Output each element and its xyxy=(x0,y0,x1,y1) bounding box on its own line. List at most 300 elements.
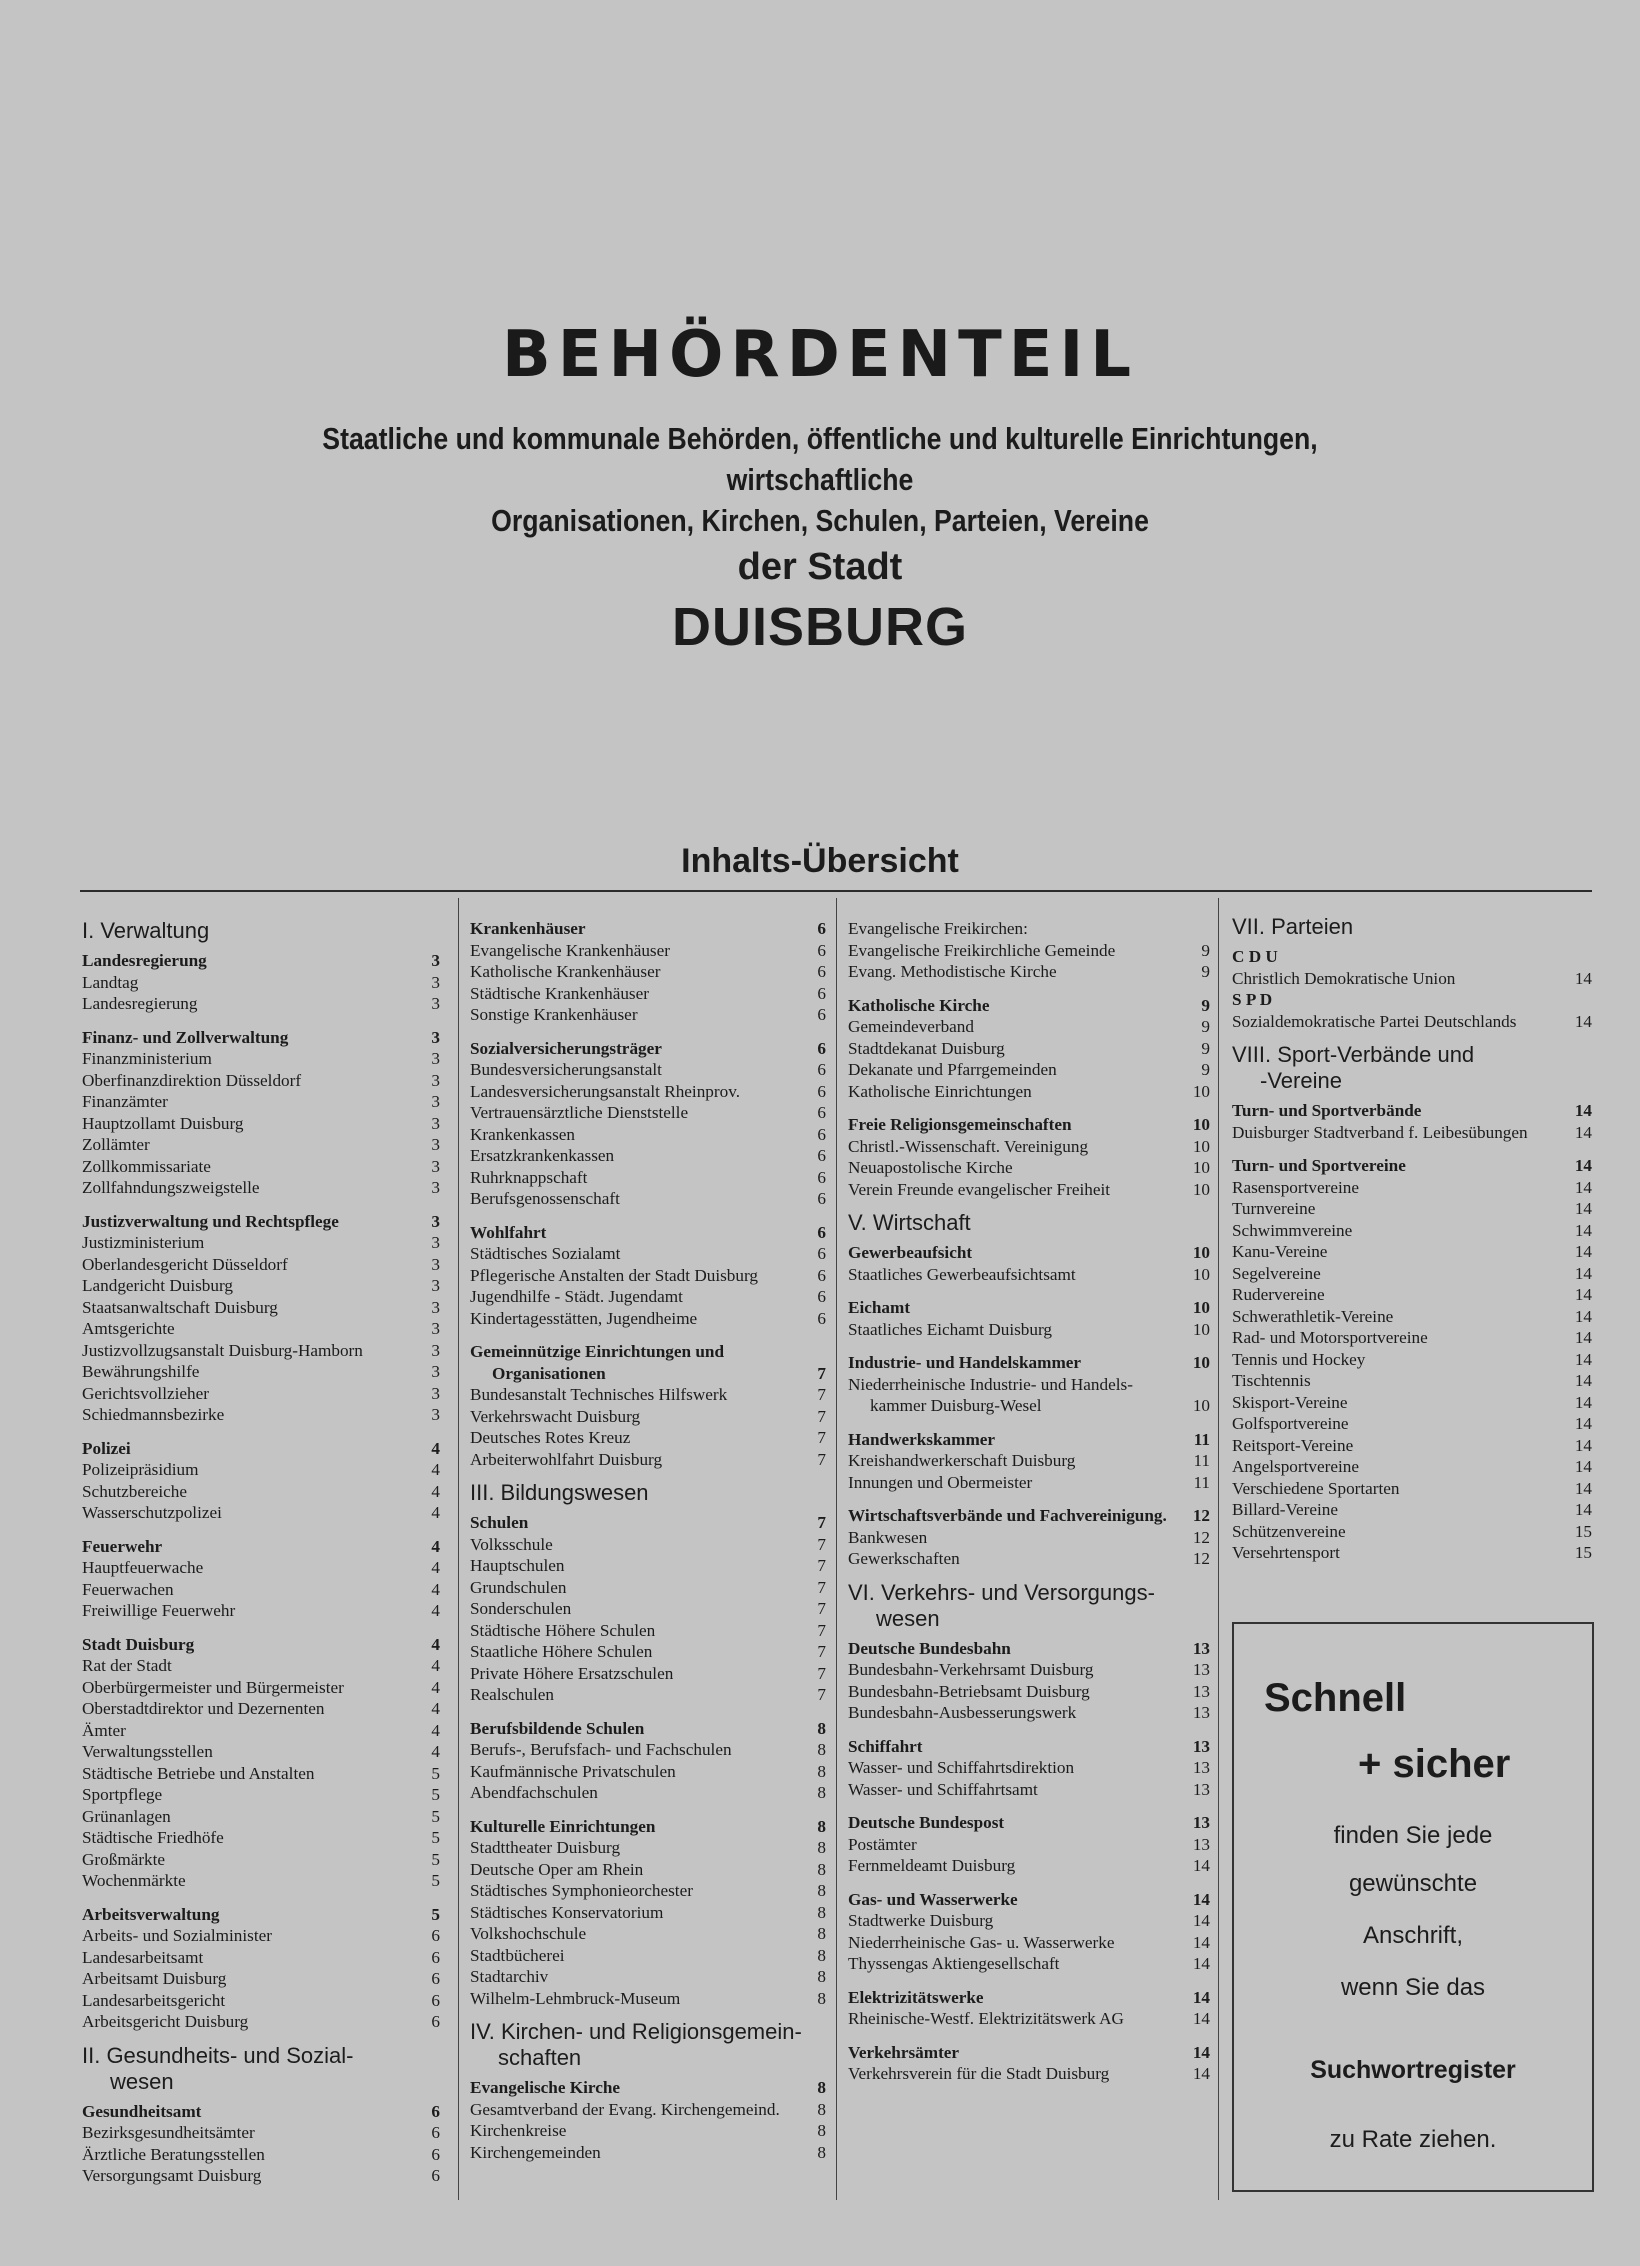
toc-page-number: 6 xyxy=(431,2123,440,2142)
ad-text: gewünschte xyxy=(1348,1870,1478,1897)
toc-page-number xyxy=(804,1341,826,1363)
toc-page-number: 4 xyxy=(431,1579,440,1599)
toc-entry-label: Feuerwachen xyxy=(82,1579,174,1599)
toc-group-heading xyxy=(1232,946,1592,968)
toc-page-number: 14 xyxy=(1574,1199,1592,1218)
toc-page-number: 3 xyxy=(431,1070,440,1090)
spacer xyxy=(82,1524,440,1536)
toc-entry xyxy=(1232,1327,1592,1349)
toc-page-number: 4 xyxy=(431,1656,440,1675)
toc-entry-label: Arbeiterwohlfahrt Duisburg xyxy=(470,1449,663,1469)
toc-page-number: 7 xyxy=(817,1663,826,1683)
toc-entry xyxy=(82,1297,440,1319)
toc-group-heading xyxy=(848,1114,1210,1136)
toc-group-heading xyxy=(82,1438,440,1460)
spacer xyxy=(848,1340,1210,1352)
toc-entry xyxy=(470,1265,826,1287)
toc-page-number: 14 xyxy=(1574,1500,1592,1519)
toc-entry-label: Sportpflege xyxy=(82,1785,163,1804)
toc-entry-label: Kirchengemeinden xyxy=(470,2142,601,2162)
toc-page-number: 3 xyxy=(431,1319,440,1338)
toc-entry xyxy=(848,1834,1210,1856)
toc-page-number: 14 xyxy=(1192,2042,1210,2062)
section-heading: VIII. Sport-Verbände und xyxy=(1232,1042,1475,1067)
toc-entry-label: Realschulen xyxy=(470,1685,554,1704)
toc-page-number: 8 xyxy=(817,1945,826,1965)
toc-page-number: 3 xyxy=(431,1156,440,1176)
toc-page-number: 13 xyxy=(1192,1834,1210,1854)
toc-entry-label: Rudervereine xyxy=(1232,1285,1325,1304)
toc-entry xyxy=(82,1827,440,1849)
toc-page-number: 13 xyxy=(1192,1813,1210,1832)
toc-entry-label: Ärztliche Beratungsstellen xyxy=(82,2144,265,2164)
toc-entry xyxy=(82,1698,440,1720)
toc-page-number: 14 xyxy=(1574,1011,1592,1031)
toc-entry xyxy=(82,1870,440,1892)
toc-entry xyxy=(1232,1456,1592,1478)
toc-entry xyxy=(470,1449,826,1471)
toc-entry-label: Kindertagesstätten, Jugendheime xyxy=(470,1308,698,1328)
spacer xyxy=(82,1622,440,1634)
toc-page-number: 9 xyxy=(1201,1038,1210,1058)
toc-page-number: 4 xyxy=(431,1438,440,1458)
section-heading: VI. Verkehrs- und Versorgungs- xyxy=(848,1579,1155,1605)
toc-group-heading xyxy=(470,1038,826,1060)
toc-entry-label: Sonderschulen xyxy=(470,1599,572,1618)
toc-entry-label: C D U xyxy=(1232,947,1278,966)
toc-entry-label: Katholische Krankenhäuser xyxy=(470,962,661,981)
toc-entry xyxy=(470,1859,826,1881)
toc-entry-label: Fernmeldeamt Duisburg xyxy=(848,1856,1016,1875)
toc-entry-label: Berufsgenossenschaft xyxy=(470,1189,620,1208)
toc-entry-label: Wochenmärkte xyxy=(82,1871,186,1890)
toc-entry-label: Eichamt xyxy=(848,1298,911,1317)
toc-entry-label: Krankenkassen xyxy=(470,1124,575,1144)
toc-entry xyxy=(1232,1011,1592,1033)
toc-entry xyxy=(82,1557,440,1579)
toc-entry-label: Handwerkskammer xyxy=(848,1429,996,1449)
toc-entry-label: Deutsche Bundespost xyxy=(848,1813,1005,1832)
toc-page-number: 6 xyxy=(817,983,826,1003)
toc-page-number: 3 xyxy=(431,1135,440,1154)
toc-entry-label: Rad- und Motorsportvereine xyxy=(1232,1328,1428,1347)
toc-entry-label: Stadtwerke Duisburg xyxy=(848,1911,994,1930)
toc-page-number: 6 xyxy=(431,1969,440,1988)
toc-entry-label: Bundesversicherungsanstalt xyxy=(470,1060,662,1079)
toc-entry-label: Versehrtensport xyxy=(1232,1543,1340,1562)
toc-entry-label: Verschiedene Sportarten xyxy=(1232,1478,1400,1498)
toc-page-number: 8 xyxy=(817,2078,826,2097)
toc-entry-label: Arbeitsamt Duisburg xyxy=(82,1969,227,1988)
spacer xyxy=(848,1102,1210,1114)
toc-entry-label: Gerichtsvollzieher xyxy=(82,1383,209,1403)
toc-entry xyxy=(470,1102,826,1124)
toc-page-number: 14 xyxy=(1574,1349,1592,1369)
toc-entry xyxy=(470,1167,826,1189)
toc-entry xyxy=(470,1286,826,1308)
toc-entry-label: Hauptzollamt Duisburg xyxy=(82,1113,244,1133)
toc-page-number: 6 xyxy=(817,1167,826,1187)
toc-page-number: 8 xyxy=(817,1859,826,1879)
toc-entry-label: Christl.-Wissenschaft. Vereinigung xyxy=(848,1136,1089,1156)
toc-entry xyxy=(470,1059,826,1081)
toc-entry-label: Kanu-Vereine xyxy=(1232,1242,1328,1261)
toc-entry xyxy=(1232,1521,1592,1543)
toc-entry-label: Bundesbahn-Verkehrsamt Duisburg xyxy=(848,1660,1094,1679)
ad-text: Anschrift, xyxy=(1362,1922,1464,1949)
toc-page-number: 6 xyxy=(431,2101,440,2121)
toc-entry xyxy=(848,1472,1210,1494)
toc-entry xyxy=(1232,1349,1592,1371)
spacer xyxy=(470,1804,826,1816)
toc-entry xyxy=(848,940,1210,962)
toc-entry xyxy=(848,1038,1210,1060)
toc-page-number: 9 xyxy=(1201,962,1210,981)
toc-entry-label: Grünanlagen xyxy=(82,1806,171,1826)
spacer xyxy=(848,1877,1210,1889)
toc-entry-label: Städtische Friedhöfe xyxy=(82,1828,224,1847)
toc-entry-label: Rheinische-Westf. Elektrizitätswerk AG xyxy=(848,2009,1124,2028)
spacer xyxy=(470,1210,826,1222)
toc-entry-label: Polizei xyxy=(82,1438,131,1458)
toc-page-number: 14 xyxy=(1574,1285,1592,1304)
toc-entry xyxy=(1232,1198,1592,1220)
toc-group-heading xyxy=(470,1816,826,1838)
toc-page-number: 14 xyxy=(1574,1414,1592,1433)
toc-entry-label: Tischtennis xyxy=(1232,1371,1311,1390)
toc-entry-label: Evangelische Krankenhäuser xyxy=(470,940,670,960)
toc-entry xyxy=(848,1953,1210,1975)
toc-entry-label: Bewährungshilfe xyxy=(82,1362,200,1381)
toc-entry xyxy=(1232,1392,1592,1414)
spacer xyxy=(848,1724,1210,1736)
toc-group-heading xyxy=(1232,1155,1592,1177)
toc-page-number: 14 xyxy=(1192,1856,1210,1875)
toc-page-number: 14 xyxy=(1192,2009,1210,2028)
toc-group-heading xyxy=(848,1297,1210,1319)
toc-entry-label: Stadtbücherei xyxy=(470,1945,565,1965)
toc-entry-label: Niederrheinische Gas- u. Wasserwerke xyxy=(848,1932,1115,1952)
toc-page-number: 9 xyxy=(1201,1017,1210,1036)
toc-entry xyxy=(470,1145,826,1167)
toc-group-heading xyxy=(848,2042,1210,2064)
toc-entry-label: Versorgungsamt Duisburg xyxy=(82,2166,262,2185)
toc-entry xyxy=(848,1681,1210,1703)
toc-page-number: 6 xyxy=(817,919,826,938)
toc-page-number: 6 xyxy=(431,1926,440,1945)
toc-entry-label: Evangelische Freikirchliche Gemeinde xyxy=(848,940,1116,960)
toc-page-number: 14 xyxy=(1574,1371,1592,1390)
toc-entry xyxy=(82,1404,440,1426)
toc-entry-label: Oberbürgermeister und Bürgermeister xyxy=(82,1677,344,1697)
toc-page-number: 5 xyxy=(431,1828,440,1847)
toc-entry xyxy=(82,1340,440,1362)
toc-entry-label: Wasser- und Schiffahrtsdirektion xyxy=(848,1758,1075,1777)
toc-entry xyxy=(82,1361,440,1383)
toc-page-number xyxy=(1570,989,1592,1011)
toc-entry-label: Wilhelm-Lehmbruck-Museum xyxy=(470,1988,681,2008)
spacer xyxy=(848,1285,1210,1297)
toc-entry xyxy=(82,1318,440,1340)
toc-page-number: 14 xyxy=(1574,1177,1592,1197)
toc-page-number: 14 xyxy=(1574,1220,1592,1240)
toc-entry-label: Innungen und Obermeister xyxy=(848,1472,1033,1492)
toc-entry-label: Kreishandwerkerschaft Duisburg xyxy=(848,1451,1076,1470)
toc-entry xyxy=(470,1308,826,1330)
toc-entry-label: Kaufmännische Privatschulen xyxy=(470,1761,676,1781)
toc-page-number: 6 xyxy=(817,1189,826,1208)
toc-page-number: 14 xyxy=(1574,1242,1592,1261)
toc-entry-label: Schwimmvereine xyxy=(1232,1220,1353,1240)
toc-page-number: 11 xyxy=(1193,1451,1210,1470)
toc-page-number: 12 xyxy=(1192,1506,1210,1525)
section-heading: II. Gesundheits- und Sozial- xyxy=(82,2042,354,2068)
toc-entry-label: Duisburger Stadtverband f. Leibesübungen xyxy=(1232,1122,1528,1142)
section-heading: IV. Kirchen- und Religionsgemein- xyxy=(470,2019,802,2044)
toc-entry-label: Stadtdekanat Duisburg xyxy=(848,1038,1005,1058)
toc-entry xyxy=(82,1383,440,1405)
toc-entry xyxy=(82,1232,440,1254)
ad-text: finden Sie jede xyxy=(1333,1822,1493,1849)
toc-page-number: 12 xyxy=(1192,1549,1210,1568)
toc-entry-label: Freie Religionsgemeinschaften xyxy=(848,1115,1072,1134)
toc-page-number: 7 xyxy=(817,1406,826,1426)
toc-title: Inhalts-Übersicht xyxy=(681,842,959,880)
toc-page-number: 14 xyxy=(1574,1457,1592,1476)
toc-page-number: 4 xyxy=(431,1601,440,1620)
toc-page-number: 10 xyxy=(1192,1158,1210,1177)
toc-entry xyxy=(470,1004,826,1026)
section-heading: schaften xyxy=(498,2045,582,2070)
toc-page-number xyxy=(1188,1374,1210,1396)
toc-entry-label: Städtisches Konservatorium xyxy=(470,1902,664,1922)
toc-group-heading xyxy=(82,1211,440,1233)
toc-entry xyxy=(470,1577,826,1599)
toc-page-number: 8 xyxy=(817,1881,826,1900)
toc-entry-label: Städtisches Symphonieorchester xyxy=(470,1881,693,1900)
section-heading: III. Bildungswesen xyxy=(470,1480,649,1505)
toc-page-number: 8 xyxy=(817,2121,826,2140)
toc-entry xyxy=(848,1081,1210,1103)
toc-entry-label: Arbeitsgericht Duisburg xyxy=(82,2012,249,2031)
toc-entry-label: Elektrizitätswerke xyxy=(848,1987,984,2007)
toc-page-number: 6 xyxy=(817,1265,826,1285)
toc-page-number: 3 xyxy=(431,1027,440,1047)
toc-page-number: 3 xyxy=(431,1340,440,1360)
toc-entry-label: Landtag xyxy=(82,972,139,992)
toc-entry xyxy=(470,1782,826,1804)
toc-page-number: 14 xyxy=(1192,1932,1210,1952)
toc-entry-label: Billard-Vereine xyxy=(1232,1500,1338,1519)
toc-entry-label: Verkehrsämter xyxy=(848,2042,960,2062)
toc-group-heading xyxy=(848,1242,1210,1264)
toc-entry xyxy=(82,1048,440,1070)
toc-group-heading xyxy=(848,1505,1210,1527)
toc-entry-label: Städtische Höhere Schulen xyxy=(470,1620,656,1640)
toc-entry-label: Ämter xyxy=(82,1720,126,1740)
toc-entry-label: Jugendhilfe - Städt. Jugendamt xyxy=(470,1287,683,1306)
toc-entry xyxy=(1232,1177,1592,1199)
toc-page-number: 14 xyxy=(1574,1101,1592,1120)
toc-entry xyxy=(1232,1122,1592,1144)
toc-entry xyxy=(1232,1241,1592,1263)
spacer xyxy=(470,1706,826,1718)
toc-entry-label: Zollkommissariate xyxy=(82,1156,211,1176)
toc-page-number: 6 xyxy=(817,962,826,981)
toc-entry xyxy=(470,1837,826,1859)
toc-entry xyxy=(470,2142,826,2164)
toc-group-heading xyxy=(848,1429,1210,1451)
toc-group-heading xyxy=(848,995,1210,1017)
toc-entry-label: Oberfinanzdirektion Düsseldorf xyxy=(82,1070,302,1090)
toc-page-number: 8 xyxy=(817,1988,826,2008)
toc-entry-label: Abendfachschulen xyxy=(470,1783,598,1802)
toc-page-number: 3 xyxy=(431,1297,440,1317)
toc-entry-label: Finanzämter xyxy=(82,1092,168,1111)
toc-entry-label: Schulen xyxy=(470,1513,529,1532)
toc-entry-label: Segelvereine xyxy=(1232,1263,1321,1283)
toc-group-heading xyxy=(848,1352,1210,1374)
toc-column-2 xyxy=(470,918,826,2163)
toc-entry-label: Verkehrsverein für die Stadt Duisburg xyxy=(848,2064,1110,2083)
toc-entry-label: Wasserschutzpolizei xyxy=(82,1503,222,1522)
section-heading: -Vereine xyxy=(1260,1068,1342,1093)
toc-entry xyxy=(82,1806,440,1828)
toc-entry-label: Wirtschaftsverbände und Fachvereinigung. xyxy=(848,1506,1167,1525)
toc-entry xyxy=(470,1188,826,1210)
toc-entry xyxy=(82,1655,440,1677)
toc-page-number: 14 xyxy=(1574,1306,1592,1326)
toc-entry-label: Arbeits- und Sozialminister xyxy=(82,1926,272,1945)
toc-page-number: 5 xyxy=(431,1849,440,1869)
section-heading: I. Verwaltung xyxy=(82,918,210,943)
toc-entry xyxy=(470,2099,826,2121)
toc-entry-label: Private Höhere Ersatzschulen xyxy=(470,1663,674,1683)
toc-entry xyxy=(848,2008,1210,2030)
toc-entry xyxy=(470,1739,826,1761)
toc-page-number: 13 xyxy=(1192,1638,1210,1658)
toc-page-number: 9 xyxy=(1201,1060,1210,1079)
toc-entry xyxy=(848,918,1210,940)
toc-page-number: 5 xyxy=(431,1871,440,1890)
toc-page-number: 8 xyxy=(817,1718,826,1738)
toc-entry-label: Zollämter xyxy=(82,1135,150,1154)
toc-entry xyxy=(82,1784,440,1806)
toc-group-heading xyxy=(1232,989,1592,1011)
ad-headline-2: + sicher xyxy=(1358,1742,1511,1786)
toc-entry xyxy=(82,1579,440,1601)
toc-group-heading xyxy=(470,1363,826,1385)
toc-entry xyxy=(1232,1478,1592,1500)
toc-entry-label: Berufsbildende Schulen xyxy=(470,1718,645,1738)
toc-entry xyxy=(848,1779,1210,1801)
toc-entry-label: Landesarbeitsgericht xyxy=(82,1990,226,2010)
toc-entry-label: Kulturelle Einrichtungen xyxy=(470,1816,656,1836)
toc-page-number: 6 xyxy=(431,2144,440,2164)
spacer xyxy=(848,1493,1210,1505)
toc-entry xyxy=(470,1243,826,1265)
toc-entry-label: Feuerwehr xyxy=(82,1536,163,1556)
toc-page-number: 3 xyxy=(431,1276,440,1295)
toc-entry-label: Arbeitsverwaltung xyxy=(82,1904,220,1924)
toc-page-number: 4 xyxy=(431,1720,440,1740)
page-subtitle xyxy=(261,418,1379,541)
toc-entry-label: Turnvereine xyxy=(1232,1199,1316,1218)
toc-entry xyxy=(82,1177,440,1199)
toc-entry-label: Skisport-Vereine xyxy=(1232,1392,1348,1412)
toc-entry xyxy=(848,1157,1210,1179)
toc-page-number: 7 xyxy=(817,1385,826,1404)
toc-entry-label: Landesregierung xyxy=(82,994,198,1013)
toc-page-number: 13 xyxy=(1192,1703,1210,1722)
section-heading: VII. Parteien xyxy=(1232,914,1354,939)
spacer xyxy=(848,983,1210,995)
toc-page-number: 7 xyxy=(817,1577,826,1597)
toc-entry-label: Landgericht Duisburg xyxy=(82,1276,233,1295)
toc-entry-label: Turn- und Sportverbände xyxy=(1232,1101,1422,1120)
toc-entry-label: Pflegerische Anstalten der Stadt Duisburg xyxy=(470,1265,758,1285)
toc-entry-label: Stadtarchiv xyxy=(470,1967,549,1986)
toc-group-heading xyxy=(848,1812,1210,1834)
toc-entry xyxy=(82,1849,440,1871)
toc-entry xyxy=(82,2165,440,2187)
toc-entry-label: Neuapostolische Kirche xyxy=(848,1158,1013,1177)
toc-page-number: 7 xyxy=(817,1642,826,1661)
toc-page-number: 6 xyxy=(431,2012,440,2031)
toc-entry-label: Tennis und Hockey xyxy=(1232,1349,1366,1369)
toc-page-number: 3 xyxy=(431,1254,440,1274)
toc-page-number: 10 xyxy=(1192,1136,1210,1156)
toc-entry xyxy=(82,1763,440,1785)
toc-entry-label: Justizverwaltung und Rechtspflege xyxy=(82,1211,339,1231)
toc-page-number: 7 xyxy=(817,1685,826,1704)
toc-entry-label: Sonstige Krankenhäuser xyxy=(470,1005,638,1024)
toc-group-heading xyxy=(82,1904,440,1926)
toc-page-number: 11 xyxy=(1193,1429,1210,1449)
toc-page-number: 10 xyxy=(1192,1396,1210,1415)
toc-column-3 xyxy=(848,918,1210,2085)
spacer xyxy=(82,1015,440,1027)
toc-entry-label: Gesundheitsamt xyxy=(82,2101,202,2121)
toc-entry xyxy=(470,1988,826,2010)
toc-group-heading xyxy=(82,1536,440,1558)
toc-page-number: 12 xyxy=(1192,1527,1210,1547)
toc-page-number: 8 xyxy=(817,1924,826,1943)
toc-entry xyxy=(470,1384,826,1406)
toc-page-number: 6 xyxy=(817,1146,826,1165)
toc-page-number: 6 xyxy=(817,1081,826,1101)
toc-page-number: 14 xyxy=(1574,1392,1592,1412)
toc-page-number: 14 xyxy=(1574,968,1592,988)
toc-entry-label: Turn- und Sportvereine xyxy=(1232,1156,1406,1175)
spacer xyxy=(82,1426,440,1438)
toc-entry-label: S P D xyxy=(1232,990,1273,1009)
toc-entry-label: Schwerathletik-Vereine xyxy=(1232,1306,1394,1326)
toc-page-number: 10 xyxy=(1192,1319,1210,1339)
toc-entry xyxy=(1232,1370,1592,1392)
toc-entry-label: Gewerkschaften xyxy=(848,1549,960,1568)
toc-entry-label: Niederrheinische Industrie- und Handels- xyxy=(848,1374,1133,1394)
toc-entry-label: Vertrauensärztliche Dienststelle xyxy=(470,1103,689,1122)
toc-entry-label: Staatsanwaltschaft Duisburg xyxy=(82,1297,278,1317)
toc-entry xyxy=(848,1932,1210,1954)
spacer xyxy=(470,1329,826,1341)
toc-page-number: 13 xyxy=(1192,1660,1210,1679)
toc-entry-label: Landesarbeitsamt xyxy=(82,1947,204,1967)
toc-entry xyxy=(470,1406,826,1428)
toc-entry-label: Volkshochschule xyxy=(470,1924,587,1943)
toc-entry-label: Verkehrswacht Duisburg xyxy=(470,1406,641,1426)
